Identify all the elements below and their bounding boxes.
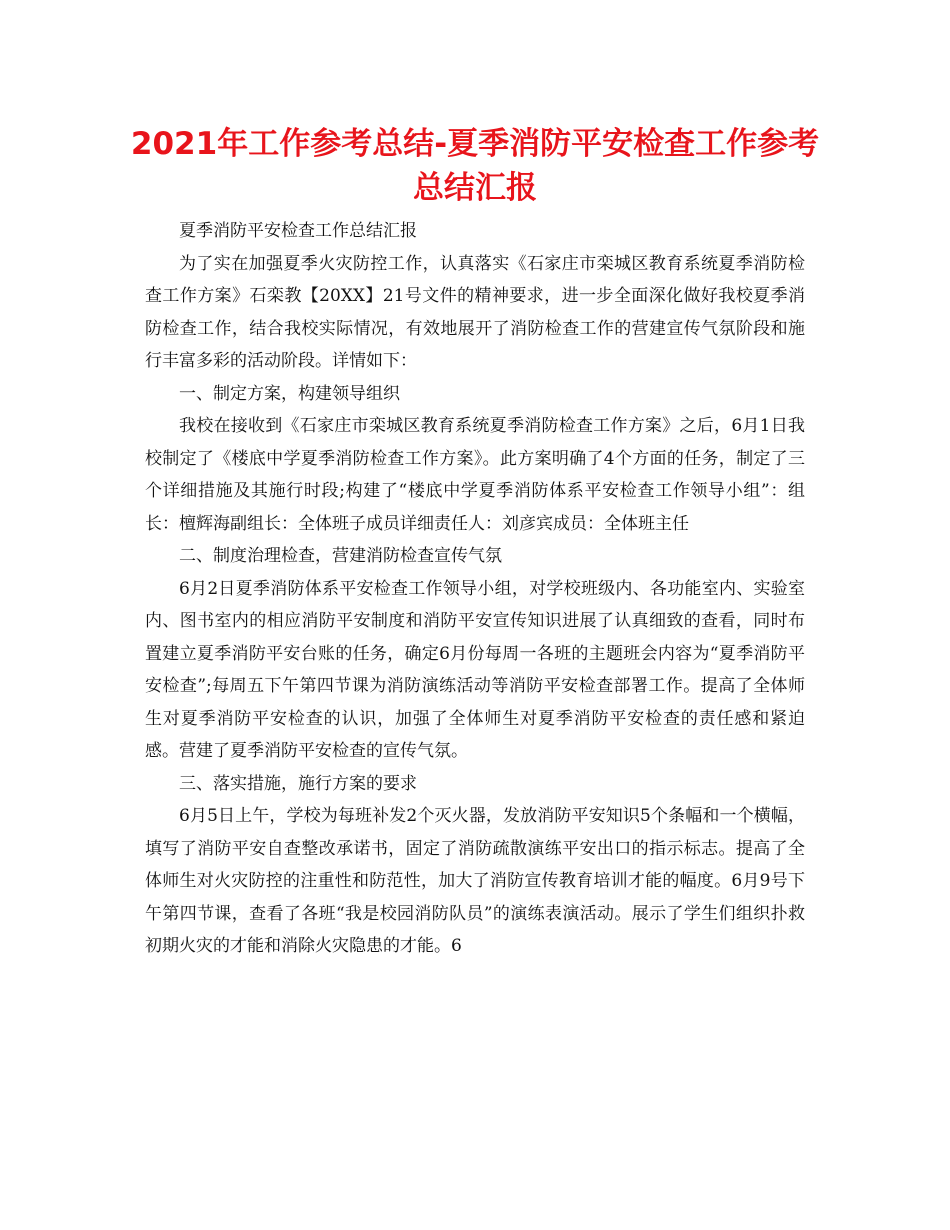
paragraph-section-3: 6月5日上午，学校为每班补发2个灭火器，发放消防平安知识5个条幅和一个横幅，填写了消防平安自查整改承诺书，固定了消防疏散演练平安出口的指示标志。提高了全体师生对火灾防控的注重性和防范性，加大了消防宣传教育培训才能的幅度。6月9号下午第四节课，查看了各班“我是校园消防队员”的演练表演活动。展示了学生们组织扑救初期火灾的才能和消除火灾隐患的才能。6: [145, 806, 805, 956]
paragraph-intro: 为了实在加强夏季火灾防控工作，认真落实《石家庄市栾城区教育系统夏季消防检查工作方案》石栾教【20XX】21号文件的精神要求，进一步全面深化做好我校夏季消防检查工作，结合我校实际情况，有效地展开了消防检查工作的营建宣传气氛阶段和施行丰富多彩的活动阶段。详情如下：: [145, 253, 805, 371]
document-body: [145, 215, 805, 963]
section-heading-1: 一、制定方案，构建领导组织: [179, 383, 400, 404]
document-title: 2021年工作参考总结-夏季消防平安检查工作参考总结汇报: [130, 126, 820, 206]
paragraph-section-2: 6月2日夏季消防体系平安检查工作领导小组，对学校班级内、各功能室内、实验室内、图书室内的相应消防平安制度和消防平安宣传知识进展了认真细致的查看，同时布置建立夏季消防平安台账的任务，确定6月份每周一各班的主题班会内容为“夏季消防平安检查”;每周五下午第四节课为消防演练活动等消防平安检查部署工作。提高了全体师生对夏季消防平安检查的认识，加强了全体师生对夏季消防平安检查的责任感和紧迫感。营建了夏季消防平安检查的宣传气氛。: [145, 578, 805, 761]
section-heading-2: 二、制度治理检查，营建消防检查宣传气氛: [179, 546, 502, 566]
paragraph-section-1: 我校在接收到《石家庄市栾城区教育系统夏季消防检查工作方案》之后，6月1日我校制定了《楼底中学夏季消防检查工作方案》。此方案明确了4个方面的任务，制定了三个详细措施及其施行时段;构建了“楼底中学夏季消防体系平安检查工作领导小组”：组长：檀辉海副组长：全体班子成员详细责任人：刘彦宾成员：全体班主任: [145, 416, 805, 534]
section-heading-3: 三、落实措施，施行方案的要求: [179, 773, 417, 794]
paragraph-subtitle: 夏季消防平安检查工作总结汇报: [179, 221, 417, 241]
